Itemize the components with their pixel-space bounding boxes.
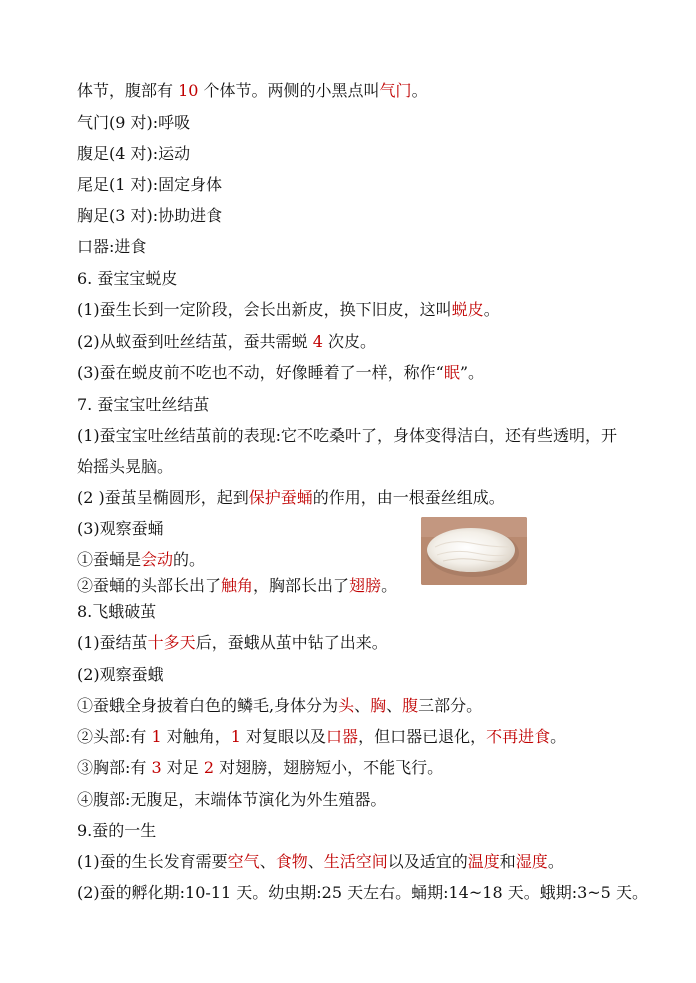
text-line-spiracle: 气门(9 对):呼吸 (77, 113, 191, 132)
text-line-molting-1: (1)蚕生长到一定阶段，会长出新皮，换下旧皮，这叫蜕皮。 (77, 300, 500, 319)
text-line-molting-3: (3)蚕在蜕皮前不吃也不动，好像睡着了一样，称作“眠”。 (77, 363, 485, 382)
text-line-cocoon-2: (2 )蚕茧呈椭圆形，起到保护蚕蛹的作用，由一根蚕丝组成。 (77, 488, 505, 507)
text-line-cocoon-1: (1)蚕宝宝吐丝结茧前的表现:它不吃桑叶了，身体变得洁白，还有些透明，开 (77, 426, 618, 445)
text-line-abdomen-segments: 体节，腹部有 10 个体节。两侧的小黑点叫气门。 (77, 81, 428, 100)
section-heading-moth-emerges: 8.飞蛾破茧 (77, 602, 157, 621)
text-line-observe-moth: (2)观察蚕蛾 (77, 665, 164, 684)
text-line-pupa-2: ②蚕蛹的头部长出了触角，胸部长出了翅膀。 (77, 576, 398, 595)
text-line-pupa-1: ①蚕蛹是会动的。 (77, 550, 206, 569)
section-heading-molting: 6. 蚕宝宝蜕皮 (77, 269, 178, 288)
text-line-tail-legs: 尾足(1 对):固定身体 (77, 175, 223, 194)
text-line-stage-durations: (2)蚕的孵化期:10-11 天。幼虫期:25 天左右。蛹期:14~18 天。蛾期:3~5 天。 (77, 883, 648, 902)
text-line-moth-thorax: ③胸部:有 3 对足 2 对翅膀，翅膀短小，不能飞行。 (77, 758, 444, 777)
text-line-growth-needs: (1)蚕的生长发育需要空气、食物、生活空间以及适宜的温度和湿度。 (77, 852, 564, 871)
text-line-mouthparts: 口器:进食 (77, 237, 147, 256)
text-line-moth-abdomen: ④腹部:无腹足，末端体节演化为外生殖器。 (77, 790, 387, 809)
text-line-moth-head: ②头部:有 1 对触角，1 对复眼以及口器，但口器已退化，不再进食。 (77, 727, 567, 746)
text-line-prolegs: 腹足(4 对):运动 (77, 144, 191, 163)
text-line-moth-body: ①蚕蛾全身披着白色的鳞毛,身体分为头、胸、腹三部分。 (77, 696, 483, 715)
silkworm-cocoon-photo (421, 517, 527, 585)
section-heading-cocoon: 7. 蚕宝宝吐丝结茧 (77, 395, 210, 414)
text-line-molting-2: (2)从蚁蚕到吐丝结茧，蚕共需蜕 4 次皮。 (77, 332, 377, 351)
text-line-observe-pupa: (3)观察蚕蛹 (77, 519, 164, 538)
text-line-cocoon-1-cont: 始摇头晃脑。 (77, 457, 174, 476)
section-heading-life-cycle: 9.蚕的一生 (77, 821, 157, 840)
text-line-thoracic-legs: 胸足(3 对):协助进食 (77, 206, 223, 225)
text-line-moth-1: (1)蚕结茧十多天后，蚕蛾从茧中钻了出来。 (77, 633, 388, 652)
